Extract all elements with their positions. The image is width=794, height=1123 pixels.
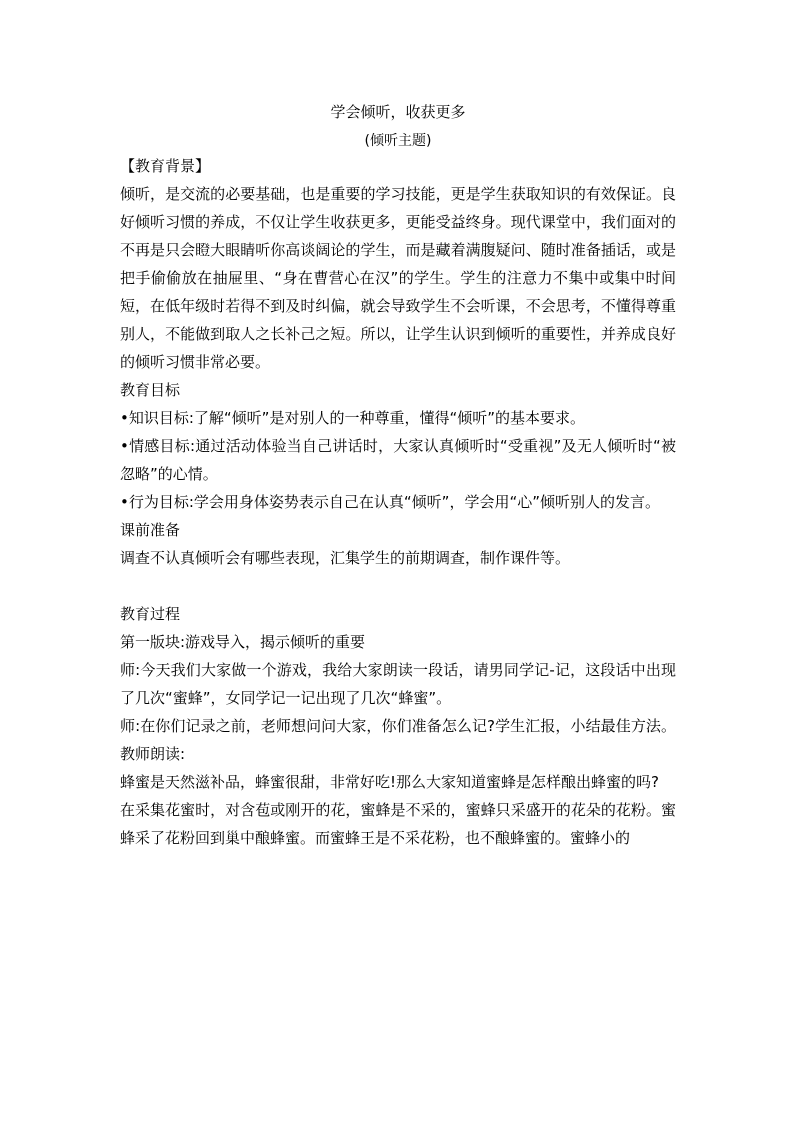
background-paragraph: 倾听，是交流的必要基础，也是重要的学习技能，更是学生获取知识的有效保证。良好倾听习惯的养成，不仅让学生收获更多，更能受益终身。现代课堂中，我们面对的不再是只会瞪大眼睛听你高谈阔论的学生，而是藏着满腹疑问、随时准备插话，或是把手偷偷放在抽屉里、“身在曹营心在汉”的学生。学生的注意力不集中或集中时间短，在低年级时若得不到及时纠偏，就会导致学生不会听课，不会思考，不懂得尊重别人，不能做到取人之长补己之短。所以，让学生认识到倾听的重要性，并养成良好的倾听习惯非常必要。: [120, 185, 676, 371]
reading-paragraph-2: 在采集花蜜时，对含苞或刚开的花，蜜蜂是不采的，蜜蜂只采盛开的花朵的花粉。蜜蜂采了花粉回到巢中酿蜂蜜。而蜜蜂王是不采花粉，也不酿蜂蜜的。蜜蜂小的: [120, 801, 676, 847]
goal-emotion: •情感目标:通过活动体验当自己讲话时，大家认真倾听时“受重视”及无人倾听时“被忽略”的心情。: [120, 437, 676, 483]
reading-paragraph-1: 蜂蜜是天然滋补品，蜂蜜很甜，非常好吃!那么大家知道蜜蜂是怎样酿出蜂蜜的吗?: [120, 773, 659, 791]
document-subtitle: (倾听主题): [364, 133, 432, 149]
prep-paragraph: 调查不认真倾听会有哪些表现，汇集学生的前期调查，制作课件等。: [120, 549, 571, 567]
goal-behavior: •行为目标:学会用身体姿势表示自己在认真“倾听”，学会用“心”倾听别人的发言。: [120, 493, 660, 511]
section-heading-process: 教育过程: [120, 605, 181, 623]
document-title: 学会倾听，收获更多: [330, 103, 466, 121]
teacher-line-1: 师:今天我们大家做一个游戏，我给大家朗读一段话，请男同学记-记，这段话中出现了几次“蜜蜂”，女同学记一记出现了几次“蜂蜜”。: [120, 661, 676, 707]
section-heading-background: 【教育背景】: [120, 157, 211, 175]
section-heading-goals: 教育目标: [120, 381, 181, 399]
goal-knowledge: •知识目标:了解“倾听”是对别人的一种尊重，懂得“倾听”的基本要求。: [120, 409, 585, 427]
block-one-heading: 第一版块:游戏导入，揭示倾听的重要: [120, 633, 366, 651]
blank-line: [120, 572, 676, 600]
document-content: [120, 100, 676, 852]
section-heading-prep: 课前准备: [120, 521, 181, 539]
teacher-line-2: 师:在你们记录之前，老师想问问大家，你们准备怎么记?学生汇报，小结最佳方法。教师朗读:: [120, 717, 676, 763]
